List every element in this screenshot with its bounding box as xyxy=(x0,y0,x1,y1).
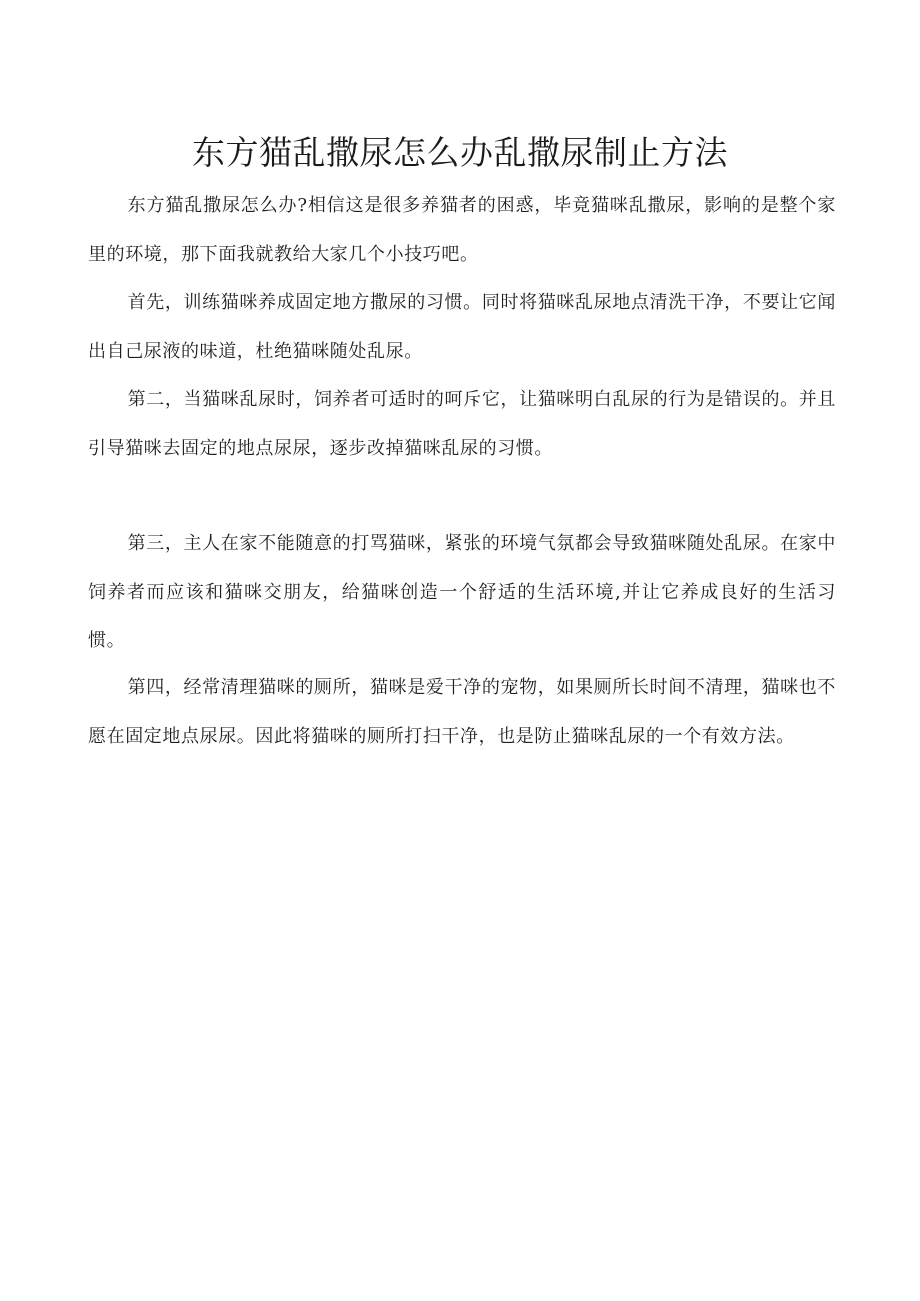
paragraph-first-tip: 首先，训练猫咪养成固定地方撒尿的习惯。同时将猫咪乱尿地点清洗干净，不要让它闻出自己尿液的味道，杜绝猫咪随处乱尿。 xyxy=(88,292,836,362)
paragraph-third-tip: 第三，主人在家不能随意的打骂猫咪，紧张的环境气氛都会导致猫咪随处乱尿。在家中饲养者而应该和猫咪交朋友，给猫咪创造一个舒适的生活环境,并让它养成良好的生活习惯。 xyxy=(88,533,836,651)
paragraph-second-tip: 第二，当猫咪乱尿时，饲养者可适时的呵斥它，让猫咪明白乱尿的行为是错误的。并且引导猫咪去固定的地点尿尿，逐步改掉猫咪乱尿的习惯。 xyxy=(88,389,836,459)
paragraph-intro: 东方猫乱撒尿怎么办?相信这是很多养猫者的困惑，毕竟猫咪乱撒尿，影响的是整个家里的环境，那下面我就教给大家几个小技巧吧。 xyxy=(88,195,836,265)
document-title: 东方猫乱撒尿怎么办乱撒尿制止方法 xyxy=(192,133,728,172)
paragraph-fourth-tip: 第四，经常清理猫咪的厕所，猫咪是爱干净的宠物，如果厕所长时间不清理，猫咪也不愿在固定地点尿尿。因此将猫咪的厕所打扫干净，也是防止猫咪乱尿的一个有效方法。 xyxy=(88,677,836,747)
